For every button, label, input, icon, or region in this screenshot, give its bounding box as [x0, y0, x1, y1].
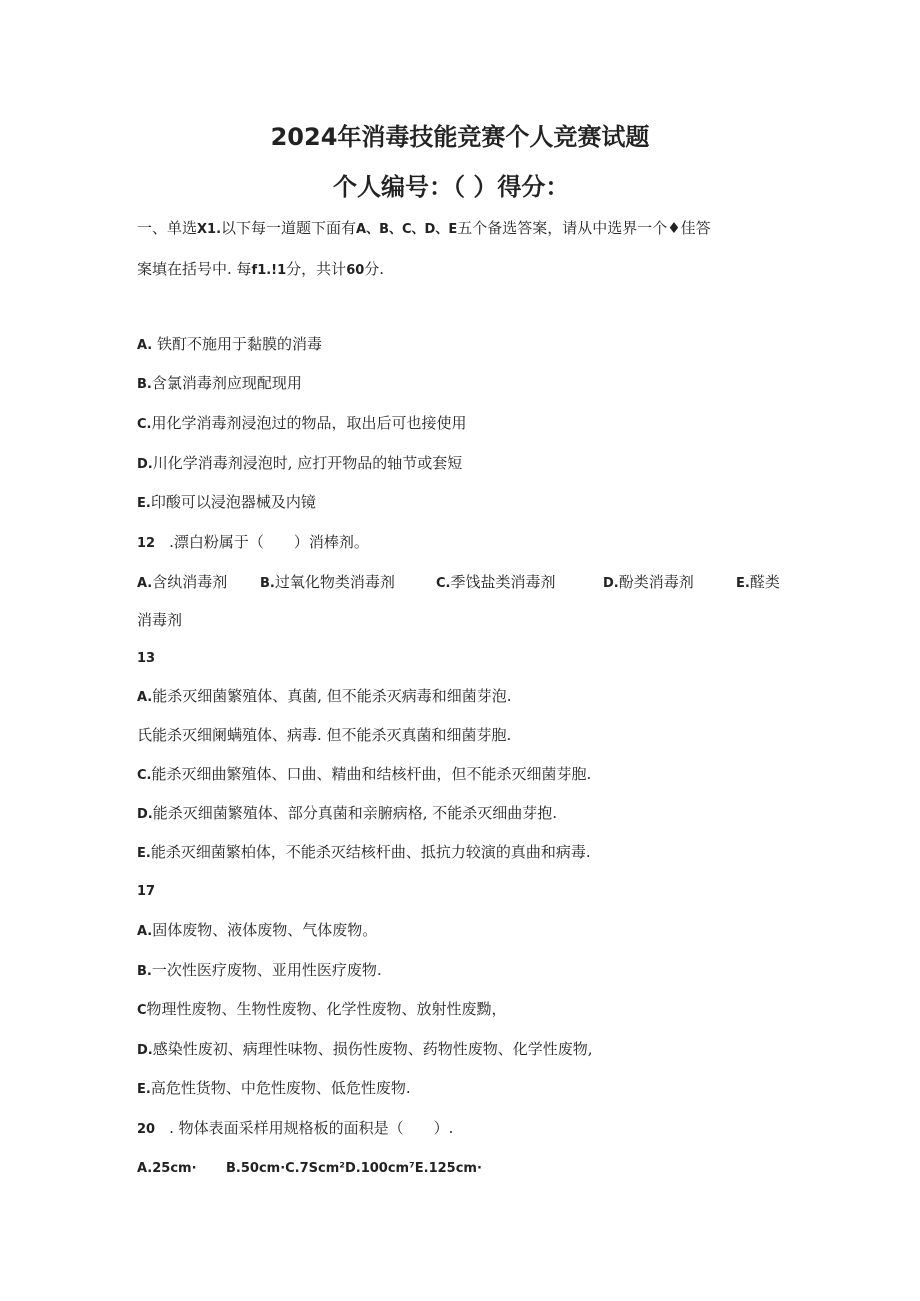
option-letter: D.: [137, 1043, 153, 1058]
instr2-part-a: 案填在括号中. 每: [137, 260, 252, 278]
option-letter: D.: [603, 576, 619, 591]
option-row: [137, 492, 316, 514]
instructions-line-1: [137, 218, 711, 240]
instr2-part-e: 分.: [364, 260, 385, 278]
option-text: 过氧化物类消毒剂: [274, 573, 395, 591]
option-row: [436, 572, 556, 594]
option-text: 铁酊不施用于黏膜的消毒: [152, 335, 323, 353]
option-row: [137, 1039, 593, 1061]
option-wrap: 消毒剂: [137, 611, 183, 629]
question-text: . 物体表面采样用规格板的面积是（ ）.: [169, 1119, 454, 1137]
option-letter: C.: [137, 417, 152, 432]
option-letter: A.: [137, 690, 153, 705]
option-text: 川化学消毒剂浸泡时, 应打开物品的轴节或套短: [152, 454, 463, 472]
option-text: 能杀灭细菌繁殖体、真菌, 但不能杀灭病毒和细菌芽泡.: [152, 687, 512, 705]
option-row: [137, 686, 512, 708]
question-number: 12: [137, 536, 156, 551]
option-text: 用化学消毒剂浸泡过的物品，取出后可也接使用: [151, 414, 467, 432]
option-text: 一次性医疗废物、亚用性医疗废物.: [151, 961, 382, 979]
option-letter: B.: [260, 576, 275, 591]
instr-part-a: 一、单选: [137, 219, 198, 237]
question-20: [137, 1118, 453, 1140]
option-text: 能杀灭细菌繁殖体、部分真菌和亲腑病格, 不能杀灭细曲芽抱.: [152, 804, 558, 822]
instr-part-d: A、B、C、D、E: [356, 222, 458, 237]
option-text: 感染性废初、病理性味物、损伤性废物、药物性废物、化学性废物,: [152, 1040, 593, 1058]
option-text: 氏能杀灭细阑螨殖体、病毒. 但不能杀灭真菌和细菌芽胞.: [137, 726, 512, 744]
option-letter: A.: [137, 924, 153, 939]
option-row: [137, 803, 557, 825]
option-letter: C.: [137, 768, 152, 783]
option-letter: B.: [137, 377, 152, 392]
option-letter: C: [137, 1003, 147, 1018]
option-row: [137, 1078, 411, 1100]
option-text: 印酸可以浸泡器械及内镜: [150, 493, 316, 511]
instr-part-b: X1.: [197, 222, 222, 237]
option-row: [137, 764, 591, 786]
option-a: A.25cm·: [137, 1161, 197, 1176]
option-text: 醛类: [749, 573, 780, 591]
subtitle-id-score: 个人编号：（ ）得分：: [333, 173, 570, 201]
instructions-line-2: [137, 259, 384, 281]
option-row: [137, 842, 591, 864]
option-row: [137, 373, 302, 395]
option-letter: C.: [436, 576, 451, 591]
option-letter: A.: [137, 576, 153, 591]
option-text: 季饯盐类消毒剂: [450, 573, 556, 591]
option-letter: E.: [137, 1082, 151, 1097]
option-letter: D.: [137, 807, 153, 822]
option-row: [137, 920, 377, 942]
option-letter: E.: [137, 846, 151, 861]
option-text: 酚类消毒剂: [618, 573, 694, 591]
instr2-part-c: 分，共计: [286, 260, 347, 278]
option-row: [137, 334, 322, 356]
instr2-part-b: f1.!1: [251, 263, 287, 278]
option-text: 高危性货物、中危性废物、低危性废物.: [150, 1079, 411, 1097]
question-number: 13: [137, 651, 156, 666]
option-row: [137, 725, 511, 747]
option-row: [137, 453, 462, 475]
page-title: 2024年消毒技能竞赛个人竞赛试题: [270, 123, 650, 151]
question-text: .漂白粉属于（ ）消棒剂。: [169, 533, 369, 551]
question-12: [137, 532, 369, 554]
option-letter: E.: [736, 576, 750, 591]
option-row: [137, 999, 507, 1021]
instr-part-c: 以下每一道题下面有: [221, 219, 357, 237]
option-letter: B.: [137, 964, 152, 979]
instr2-part-d: 60: [346, 263, 365, 278]
option-row: [137, 572, 227, 594]
question-number: 17: [137, 884, 156, 899]
option-text: 能杀灭细菌繁柏体，不能杀灭结核杆曲、抵抗力较演的真曲和病毒.: [150, 843, 591, 861]
instr-part-e: 五个备选答案，请从中选界一个♦佳答: [457, 219, 711, 237]
option-letter: D.: [137, 457, 153, 472]
option-row: [137, 960, 382, 982]
question-number: 20: [137, 1122, 156, 1137]
option-text: 固体废物、液体废物、气体废物。: [152, 921, 378, 939]
option-row: [260, 572, 395, 594]
option-text: 物理性废物、生物性废物、化学性废物、放射性废黝，: [146, 1000, 507, 1018]
option-text: 含氯消毒剂应现配现用: [151, 374, 302, 392]
option-text: 能杀灭细曲繁殖体、口曲、精曲和结核杆曲，但不能杀灭细菌芽胞.: [151, 765, 592, 783]
option-row: [603, 572, 694, 594]
option-row: [137, 413, 467, 435]
option-text: 含纨消毒剂: [152, 573, 228, 591]
option-letter: E.: [137, 496, 151, 511]
option-row: [736, 572, 780, 594]
options-b-to-e: B.50cm·C.7Scm²D.100cm⁷E.125cm·: [226, 1161, 482, 1176]
option-letter: A.: [137, 338, 153, 353]
